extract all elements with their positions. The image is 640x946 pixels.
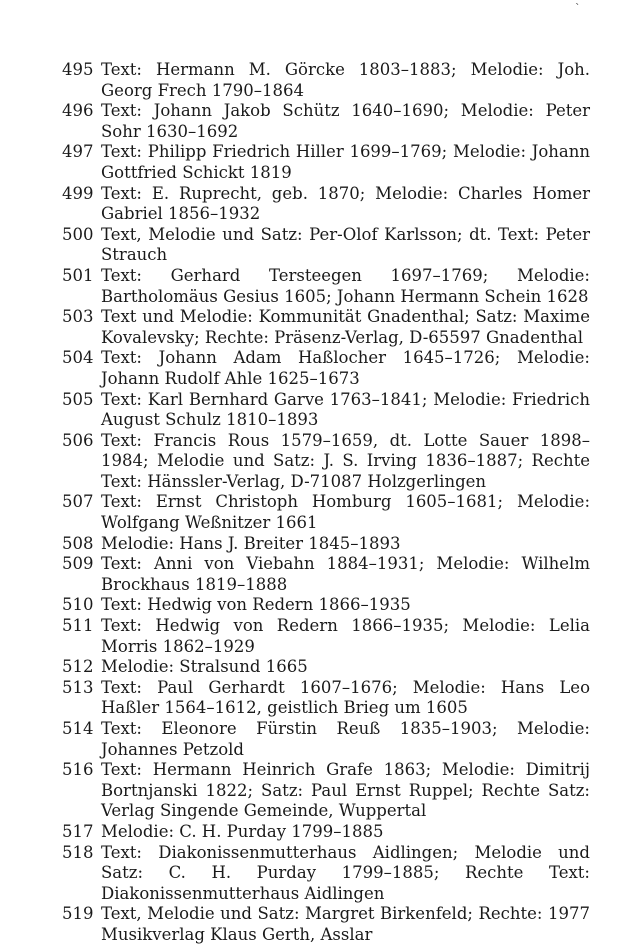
credit-text: Melodie: Stralsund 1665 [101,657,308,677]
credit-text: Text: Hedwig von Redern 1866–1935; Melodie: Lelia Morris 1862–1929 [101,616,590,656]
credit-entry [62,266,590,307]
hymn-number: 510 [62,595,94,615]
credit-text: Text: Karl Bernhard Garve 1763–1841; Melodie: Friedrich August Schulz 1810–1893 [101,389,590,430]
credit-entry [62,678,590,719]
hymn-number: 496 [62,101,94,121]
credit-entry [62,719,590,760]
credit-entry [62,595,590,616]
corner-mark: ` [575,2,581,15]
credit-text: Text: Gerhard Tersteegen 1697–1769; Melodie: Bartholomäus Gesius 1605; Johann Hermann Schein 1628 [101,265,590,306]
credit-entry [62,225,590,266]
hymn-number: 505 [62,389,94,409]
hymn-number: 517 [62,821,94,841]
credit-text: Text: Francis Rous 1579–1659, dt. Lotte Sauer 1898–1984; Melodie und Satz: J. S. Irving 1836–1887; Rechte Text: Hänssler-Verlag, D-71087 Holzgerlingen [101,430,590,491]
credit-entry [62,142,590,183]
credit-text: Text: E. Ruprecht, geb. 1870; Melodie: Charles Homer Gabriel 1856–1932 [101,183,590,224]
credit-text: Text: Paul Gerhardt 1607–1676; Melodie: Hans Leo Haßler 1564–1612, geistlich Brieg um 1605 [101,677,590,718]
hymn-number: 509 [62,554,94,574]
hymn-number: 497 [62,142,94,162]
credit-text: Text: Hermann M. Görcke 1803–1883; Melodie: Joh. Georg Frech 1790–1864 [101,60,590,100]
credit-entry [62,616,590,657]
credit-entry [62,822,590,843]
credit-entry [62,307,590,348]
credit-entry [62,184,590,225]
credit-entry [62,492,590,533]
hymn-number: 507 [62,492,94,512]
credit-text: Text: Ernst Christoph Homburg 1605–1681; Melodie: Wolfgang Weßnitzer 1661 [101,492,590,533]
credit-text: Text: Johann Jakob Schütz 1640–1690; Melodie: Peter Sohr 1630–1692 [101,101,590,141]
credit-text: Text, Melodie und Satz: Per-Olof Karlsson; dt. Text: Peter Strauch [101,224,590,265]
credit-entry [62,390,590,431]
credit-entry [62,843,590,905]
credits-list [62,60,590,946]
credit-text: Text und Melodie: Kommunität Gnadenthal; Satz: Maxime Kovalevsky; Rechte: Präsenz-Verlag, D-65597 Gnadenthal [101,307,590,347]
credit-text: Text: Anni von Viebahn 1884–1931; Melodie: Wilhelm Brockhaus 1819–1888 [101,554,590,594]
credit-text: Text: Diakonissenmutterhaus Aidlingen; Melodie und Satz: C. H. Purday 1799–1885; Rechte Text: Diakonissenmutterhaus Aidlingen [101,842,590,903]
credit-text: Text, Melodie und Satz: Margret Birkenfeld; Rechte: 1977 Musikverlag Klaus Gerth, Asslar [101,904,590,944]
credit-entry [62,657,590,678]
credit-text: Melodie: Hans J. Breiter 1845–1893 [101,533,401,553]
credit-entry [62,760,590,822]
credit-entry [62,534,590,555]
credit-entry [62,348,590,389]
hymn-number: 495 [62,60,94,79]
credit-text: Text: Eleonore Fürstin Reuß 1835–1903; Melodie: Johannes Petzold [101,719,590,759]
hymn-number: 503 [62,307,94,327]
hymn-number: 513 [62,677,94,697]
credit-text: Text: Hedwig von Redern 1866–1935 [101,595,411,615]
hymn-number: 504 [62,348,94,368]
hymn-number: 499 [62,183,94,203]
hymn-number: 508 [62,533,94,553]
credit-entry [62,431,590,493]
credit-entry [62,904,590,945]
credit-text: Text: Philipp Friedrich Hiller 1699–1769; Melodie: Johann Gottfried Schickt 1819 [101,142,590,182]
hymn-number: 516 [62,760,94,780]
hymn-number: 519 [62,904,94,924]
hymn-number: 514 [62,719,94,738]
hymn-number: 512 [62,657,94,677]
hymn-number: 506 [62,430,94,450]
hymn-number: 518 [62,842,94,862]
credit-text: Text: Johann Adam Haßlocher 1645–1726; Melodie: Johann Rudolf Ahle 1625–1673 [101,348,590,388]
credit-text: Melodie: C. H. Purday 1799–1885 [101,821,384,841]
credit-entry [62,101,590,142]
hymn-number: 511 [62,616,94,636]
credit-text: Text: Hermann Heinrich Grafe 1863; Melodie: Dimitrij Bortnjanski 1822; Satz: Paul Ernst Ruppel; Rechte Satz: Verlag Singende Gemeinde, Wuppertal [101,760,590,821]
hymn-number: 501 [62,265,94,285]
credit-entry [62,60,590,101]
hymn-number: 500 [62,224,94,244]
credit-entry [62,554,590,595]
